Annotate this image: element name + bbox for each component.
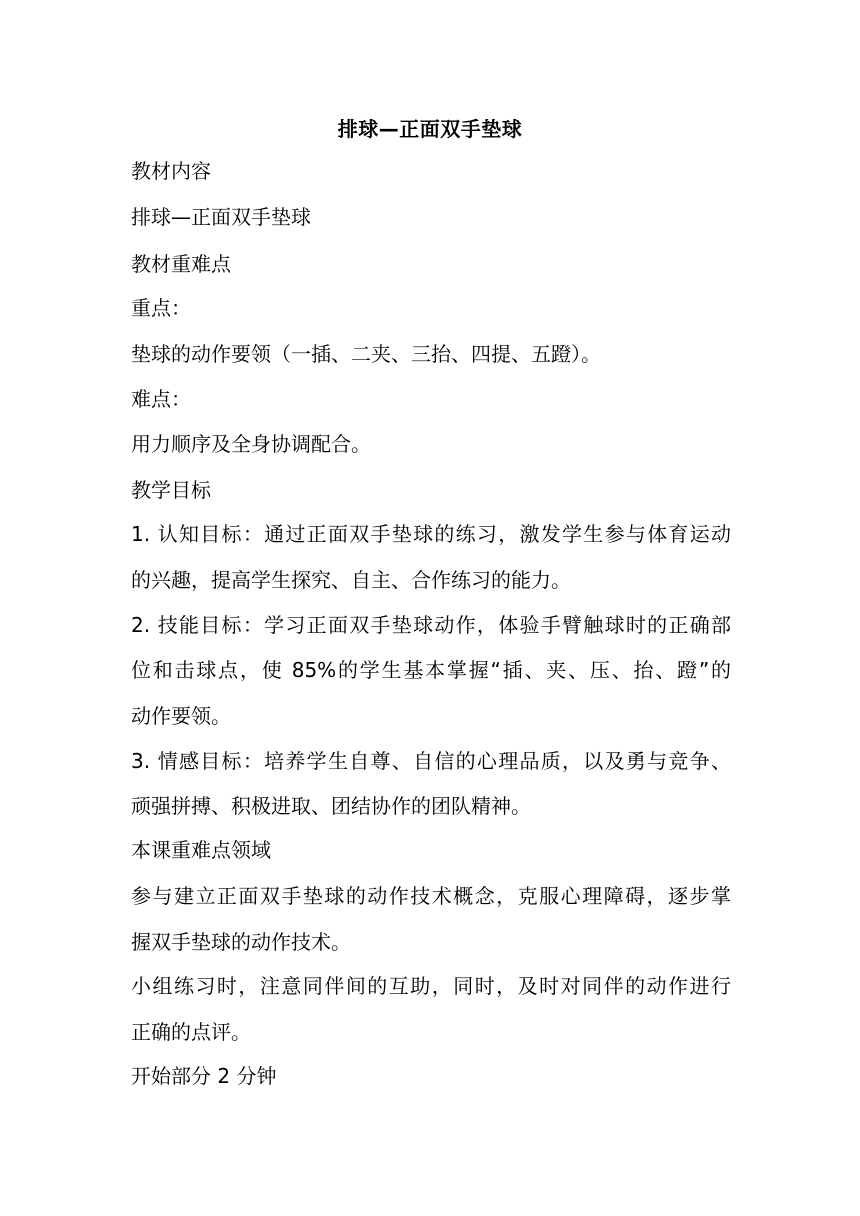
paragraph-line: 1. 认知目标：通过正面双手垫球的练习，激发学生参与体育运动: [131, 522, 731, 546]
paragraph-line: 位和击球点，使 85%的学生基本掌握“插、夹、压、抬、蹬”的: [131, 658, 731, 682]
section-heading-domain: 本课重难点领域: [131, 838, 271, 862]
paragraph-line: 握双手垫球的动作技术。: [131, 930, 351, 954]
paragraph-line: 参与建立正面双手垫球的动作技术概念，克服心理障碍，逐步掌: [131, 884, 731, 908]
paragraph-line: 重点：: [131, 296, 191, 320]
paragraph-line: 用力顺序及全身协调配合。: [131, 432, 371, 456]
section-heading-material: 教材内容: [131, 159, 211, 183]
paragraph-line: 小组练习时，注意同伴间的互助，同时，及时对同伴的动作进行: [131, 974, 731, 998]
document-title: 排球—正面双手垫球: [337, 117, 523, 141]
section-heading-start: 开始部分 2 分钟: [131, 1064, 277, 1088]
paragraph-line: 2. 技能目标：学习正面双手垫球动作，体验手臂触球时的正确部: [131, 613, 731, 637]
paragraph-line: 排球—正面双手垫球: [131, 205, 311, 229]
paragraph-line: 顽强拼搏、积极进取、团结协作的团队精神。: [131, 794, 531, 818]
paragraph-line: 3. 情感目标：培养学生自尊、自信的心理品质，以及勇与竞争、: [131, 749, 731, 773]
paragraph-line: 正确的点评。: [131, 1020, 251, 1044]
paragraph-line: 的兴趣，提高学生探究、自主、合作练习的能力。: [131, 568, 571, 592]
paragraph-line: 动作要领。: [131, 704, 231, 728]
paragraph-line: 垫球的动作要领（一插、二夹、三抬、四提、五蹬）。: [131, 342, 601, 366]
section-heading-key-points: 教材重难点: [131, 252, 231, 276]
paragraph-line: 难点：: [131, 387, 191, 411]
section-heading-objectives: 教学目标: [131, 478, 211, 502]
